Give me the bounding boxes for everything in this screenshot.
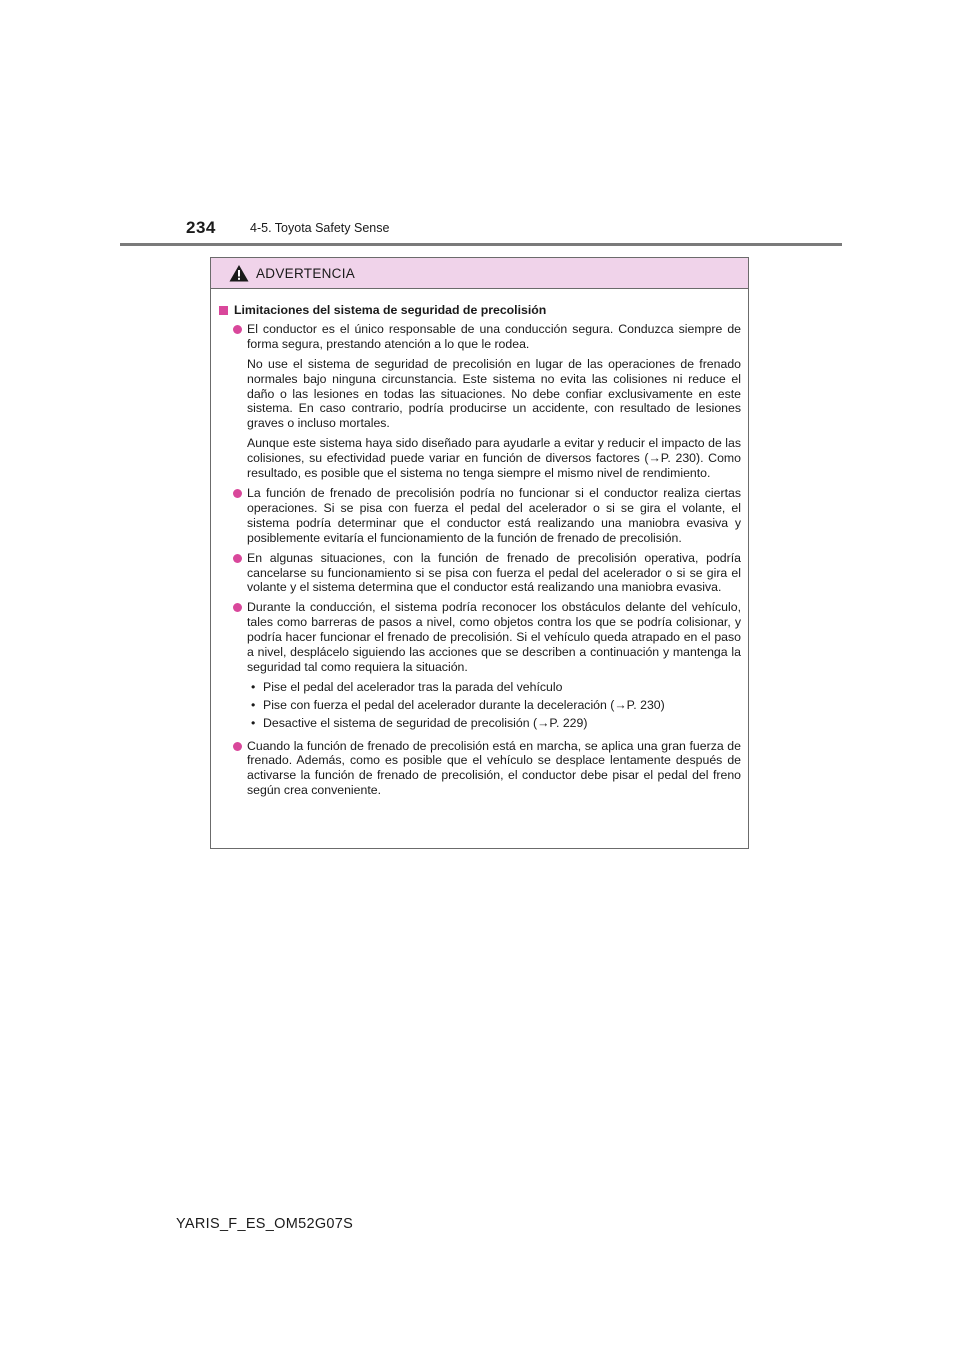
- paragraph: La función de frenado de precolisión podría no funcionar si el conductor realiza ciertas operaciones. Si se pisa con fuerza el pedal del acelerador o si se gira el volante, el sistema podría determinar que el conductor está realizando una maniobra evasiva y posiblemente evitaría el funcionamiento de la función de frenado de precolisión.: [247, 485, 741, 545]
- circle-bullet-icon: [233, 489, 242, 498]
- page-number: 234: [186, 218, 216, 237]
- list-item: [219, 551, 741, 596]
- paragraph: Aunque este sistema haya sido diseñado para ayudarle a evitar y reducir el impacto de las colisiones, su efectividad puede variar en función de diversos factores (→P. 230). Como resultado, es posible que el sistema no tenga siempre el mismo nivel de rendimiento.: [247, 436, 741, 481]
- circle-bullet-icon: [233, 742, 242, 751]
- sub-list-item: • Desactive el sistema de seguridad de precolisión (→P. 229): [251, 715, 588, 730]
- document-code: YARIS_F_ES_OM52G07S: [176, 1216, 354, 1232]
- warning-topic: [219, 303, 741, 318]
- circle-bullet-icon: [233, 554, 242, 563]
- warning-title: ADVERTENCIA: [256, 265, 356, 281]
- circle-bullet-icon: [233, 603, 242, 612]
- sub-list: [247, 680, 741, 731]
- sub-list-item-text: Desactive el sistema de seguridad de precolisión (→P. 229): [263, 715, 588, 730]
- section-title: 4-5. Toyota Safety Sense: [250, 221, 390, 235]
- warning-topic-label: Limitaciones del sistema de seguridad de precolisión: [234, 303, 547, 317]
- warning-header: [211, 258, 748, 289]
- sub-list-item-text: Pise el pedal del acelerador tras la parada del vehículo: [263, 679, 563, 694]
- warning-body: [211, 289, 748, 798]
- paragraph: No use el sistema de seguridad de precolisión en lugar de las operaciones de frenado normales bajo ninguna circunstancia. Este sistema no evita las colisiones ni reduce el daño o las lesiones en todas las situaciones. No debe confiar exclusivamente en este sistema. En caso contrario, podría producirse un accidente, con resultado de lesiones graves o incluso mortales.: [247, 356, 741, 431]
- list-item: [219, 486, 741, 546]
- paragraph: Cuando la función de frenado de precolisión está en marcha, se aplica una gran fuerza de frenado. Además, como es posible que el vehículo se desplace lentamente después de activarse la función de frenado de precolisión, el conductor debe pisar el pedal del freno según crea conveniente.: [247, 738, 741, 798]
- warning-box: [210, 257, 749, 849]
- list-item: [219, 322, 741, 481]
- circle-bullet-icon: [233, 325, 242, 334]
- paragraph: En algunas situaciones, con la función de frenado de precolisión operativa, podría cancelarse su funcionamiento si se pisa con fuerza el pedal del acelerador o si se gira el volante y el sistema determina que el conductor está realizando una maniobra evasiva.: [247, 550, 741, 595]
- sub-list-item: • Pise el pedal del acelerador tras la parada del vehículo: [251, 679, 563, 694]
- header-rule: [120, 243, 842, 246]
- list-item: [219, 600, 741, 733]
- list-item: [219, 739, 741, 799]
- sub-list-item: • Pise con fuerza el pedal del acelerador durante la deceleración (→P. 230): [251, 697, 665, 712]
- sub-list-item-text: Pise con fuerza el pedal del acelerador durante la deceleración (→P. 230): [263, 697, 665, 712]
- square-bullet-icon: [219, 306, 228, 315]
- paragraph: El conductor es el único responsable de una conducción segura. Conduzca siempre de forma segura, prestando atención a lo que le rodea.: [247, 321, 741, 351]
- paragraph: Durante la conducción, el sistema podría reconocer los obstáculos delante del vehículo, tales como barreras de pasos a nivel, como objetos contra los que se podría colisionar, y podría hacer funcionar el frenado de precolisión. Si el vehículo queda atrapado en el paso a nivel, desplácelo siguiendo las acciones que se describen a continuación y mantenga la seguridad tal como requiera la situación.: [247, 600, 741, 674]
- warning-triangle-icon: [229, 264, 249, 282]
